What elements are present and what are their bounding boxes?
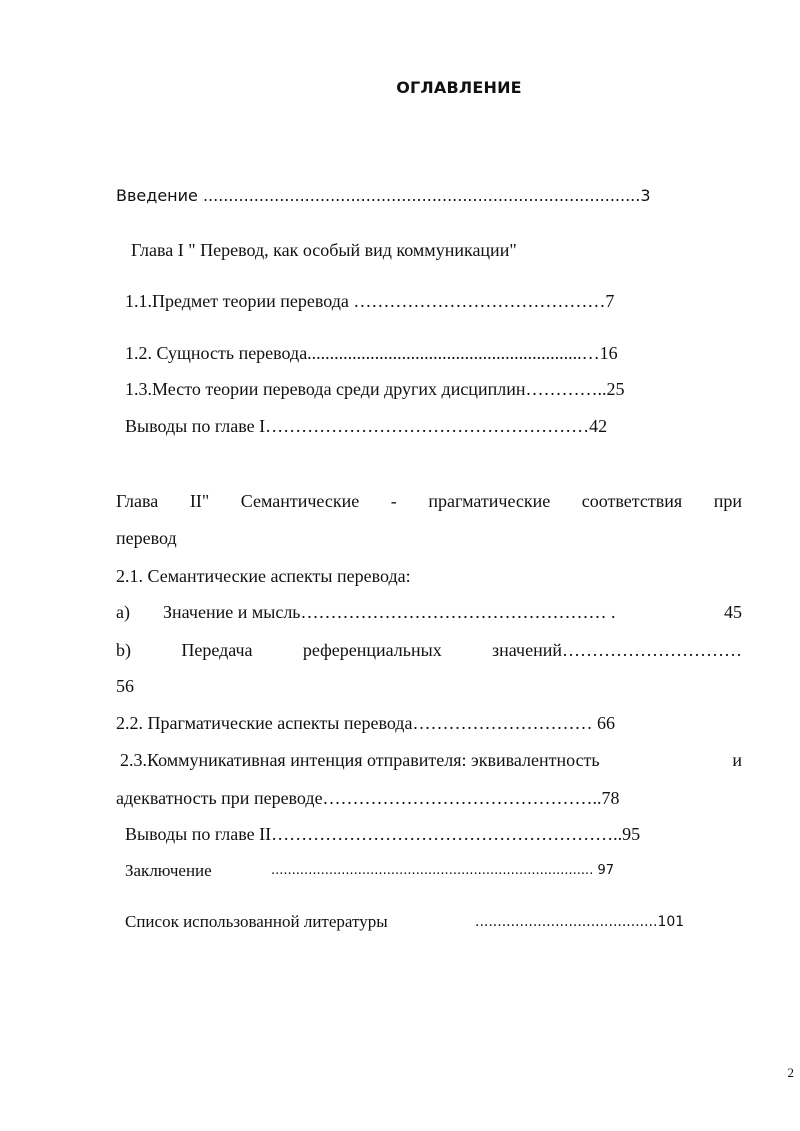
toc-entry-1-2: 1.2. Сущность перевода.............................................................…16	[125, 343, 618, 363]
word: прагматические	[428, 491, 551, 511]
page-number: 2	[787, 1065, 794, 1080]
word: Передача	[181, 640, 253, 660]
toc-entry-2-3-continued: адекватность при переводе………………………………………..78	[116, 788, 620, 808]
word: Глава	[116, 491, 159, 511]
toc-entry-1-1: 1.1.Предмет теории перевода ……………………………………7	[125, 291, 615, 311]
word: референциальных	[302, 640, 442, 660]
toc-entry-conclusion	[125, 860, 614, 882]
toc-entry-bibliography	[125, 911, 685, 933]
word: II"	[189, 491, 210, 511]
entry-text: Список использованной литературы	[125, 912, 388, 931]
toc-entry-1-3: 1.3.Место теории перевода среди других дисциплин…………..25	[125, 379, 625, 399]
toc-entry-2-1-b-page: 56	[116, 676, 134, 696]
word: -	[390, 491, 397, 511]
entry-text: 2.3.Коммуникативная интенция отправителя: эквивалентность	[120, 750, 600, 770]
toc-chapter-1-title: Глава I " Перевод, как особый вид коммуникации"	[131, 240, 517, 260]
word: соответствия	[581, 491, 683, 511]
toc-entry-2-1: 2.1. Семантические аспекты перевода:	[116, 566, 411, 586]
entry-leader: .............................................................................. 97	[271, 863, 614, 878]
toc-entry-2-3	[120, 749, 742, 771]
word: значений…………………………	[492, 640, 742, 660]
entry-text: Значение и мысль…………………………………………… .	[163, 602, 616, 622]
entry-page: 45	[724, 602, 742, 622]
toc-entry-chapter-2-conclusions: Выводы по главе II…………………………………………………..95	[125, 824, 641, 844]
toc-chapter-2-title	[116, 490, 742, 512]
toc-entry-2-1-a	[116, 601, 742, 623]
toc-entry-introduction: Введение ......................................................................................3	[116, 186, 651, 205]
toc-entry-2-1-b	[116, 639, 742, 661]
toc-entry-2-2: 2.2. Прагматические аспекты перевода………………………… 66	[116, 713, 615, 733]
toc-entry-chapter-1-conclusions: Выводы по главе I………………………………………………42	[125, 416, 608, 436]
word: и	[732, 750, 742, 770]
list-marker: a)	[116, 602, 130, 622]
toc-chapter-2-title-continued: перевод	[116, 528, 177, 548]
word: при	[713, 491, 742, 511]
entry-text: Заключение	[125, 861, 212, 880]
toc-heading: ОГЛАВЛЕНИЕ	[396, 78, 522, 97]
list-marker: b)	[116, 640, 131, 660]
entry-leader: .........................................101	[475, 914, 685, 930]
word: Семантические	[240, 491, 360, 511]
